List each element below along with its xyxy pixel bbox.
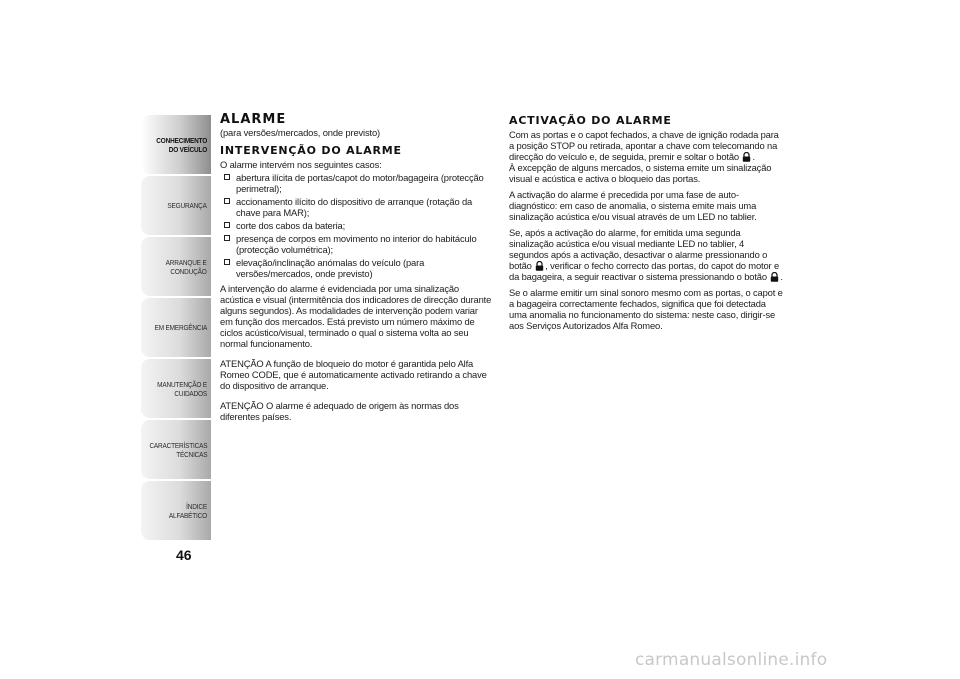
list-item-text: presença de corpos em movimento no interior do habitáculo (protecção volumétrica); bbox=[236, 233, 477, 255]
tab-arranque-e-conducao[interactable] bbox=[141, 237, 211, 296]
tab-label: ARRANQUE E CONDUÇÃO bbox=[166, 257, 207, 276]
activation-text-end: . bbox=[752, 151, 755, 162]
section-title-intervencao: INTERVENÇÃO DO ALARME bbox=[220, 144, 402, 157]
list-item bbox=[220, 233, 492, 255]
tab-manutencao-e-cuidados[interactable] bbox=[141, 359, 211, 418]
tab-label: ÍNDICE ALFABÉTICO bbox=[168, 501, 207, 520]
second-signal-paragraph bbox=[509, 227, 785, 282]
list-item bbox=[220, 257, 492, 279]
second-signal-text: Se, após a activação do alarme, for emitida uma segunda sinalização acústica e/ou visual mediante LED no tablier, 4 segundos após a activação, desactivar o alarme pressionando o botão bbox=[509, 227, 768, 271]
section-title-activacao: ACTIVAÇÃO DO ALARME bbox=[509, 114, 672, 127]
padlock-icon bbox=[770, 272, 779, 282]
intro-text: O alarme intervém nos seguintes casos: bbox=[220, 159, 382, 170]
list-item-text: accionamento ilícito do dispositivo de arranque (rotação da chave para MAR); bbox=[236, 196, 473, 218]
activation-text: Com as portas e o capot fechados, a chave de ignição rodada para a posição STOP ou retirada, apontar a chave com telecomando na direcção do veículo e, de seguida, premir e soltar o botão bbox=[509, 129, 779, 162]
checkbox-bullet-icon bbox=[224, 222, 230, 228]
right-column bbox=[509, 112, 785, 336]
activation-exception-text: À excepção de alguns mercados, o sistema emite um sinalização visual e acústica e activa o bloqueio das portas. bbox=[509, 162, 772, 184]
list-item-text: corte dos cabos da bateria; bbox=[236, 220, 346, 231]
tab-label: CONHECIMENTO DO VEÍCULO bbox=[156, 135, 207, 154]
watermark-footer: carmanualsonline.info bbox=[635, 650, 828, 670]
checkbox-bullet-icon bbox=[224, 198, 230, 204]
tab-label: MANUTENÇÃO E CUIDADOS bbox=[157, 379, 207, 398]
page-subtitle: (para versões/mercados, onde previsto) bbox=[220, 127, 381, 138]
diagnostic-paragraph: A activação do alarme é precedida por uma fase de auto-diagnóstico: em caso de anomalia, o sistema emite mais uma sinalização acústica e/ou visual através de um LED no tablier. bbox=[509, 189, 757, 222]
padlock-icon bbox=[742, 152, 751, 162]
chapter-index-sidebar bbox=[141, 115, 211, 542]
padlock-icon bbox=[535, 261, 544, 271]
tab-label: CARACTERÍSTICAS TÉCNICAS bbox=[149, 440, 207, 459]
tab-label: EM EMERGÊNCIA bbox=[154, 323, 207, 332]
page-number: 46 bbox=[176, 547, 192, 563]
list-item bbox=[220, 220, 492, 231]
tab-indice-alfabetico[interactable] bbox=[141, 481, 211, 540]
list-item-text: elevação/inclinação anómalas do veículo (para versões/mercados, onde previsto) bbox=[236, 257, 425, 279]
tab-seguranca[interactable] bbox=[141, 176, 211, 235]
anomaly-paragraph: Se o alarme emitir um sinal sonoro mesmo com as portas, o capot e a bagageira correctamente fechados, significa que foi detectada uma anomalia no funcionamento do sistema: neste caso, dirigir-se aos Serviços Autorizados Alfa Romeo. bbox=[509, 287, 783, 331]
tab-caracteristicas-tecnicas[interactable] bbox=[141, 420, 211, 479]
warning-engine-block: ATENÇÃO A função de bloqueio do motor é garantida pelo Alfa Romeo CODE, que é automaticamente activado retirando a chave do dispositivo de arranque. bbox=[220, 358, 487, 391]
list-item-text: abertura ilícita de portas/capot do motor/bagageira (protecção perimetral); bbox=[236, 172, 484, 194]
list-item bbox=[220, 172, 492, 194]
tab-conhecimento-do-veiculo[interactable] bbox=[141, 115, 211, 174]
second-signal-text-end: . bbox=[780, 271, 783, 282]
left-column bbox=[220, 112, 492, 427]
tab-em-emergencia[interactable] bbox=[141, 298, 211, 357]
tab-label: SEGURANÇA bbox=[167, 201, 207, 210]
checkbox-bullet-icon bbox=[224, 174, 230, 180]
trigger-list bbox=[220, 172, 492, 279]
list-item bbox=[220, 196, 492, 218]
second-signal-text-mid: , verificar o fecho correcto das portas, do capot do motor e da bagageira, a seguir reactivar o sistema pressionando o botão bbox=[509, 260, 780, 282]
page-title: ALARME bbox=[220, 112, 287, 127]
warning-standards: ATENÇÃO O alarme é adequado de origem às normas dos diferentes países. bbox=[220, 400, 459, 422]
activation-paragraph bbox=[509, 129, 785, 184]
checkbox-bullet-icon bbox=[224, 259, 230, 265]
checkbox-bullet-icon bbox=[224, 235, 230, 241]
intervention-paragraph: A intervenção do alarme é evidenciada por uma sinalização acústica e visual (intermitência dos indicadores de direcção durante alguns segundos). As modalidades de intervenção podem variar em função dos mercados. Está previsto um número máximo de ciclos acústico/visual, terminado o qual o sistema volta ao seu normal funcionamento. bbox=[220, 283, 492, 349]
